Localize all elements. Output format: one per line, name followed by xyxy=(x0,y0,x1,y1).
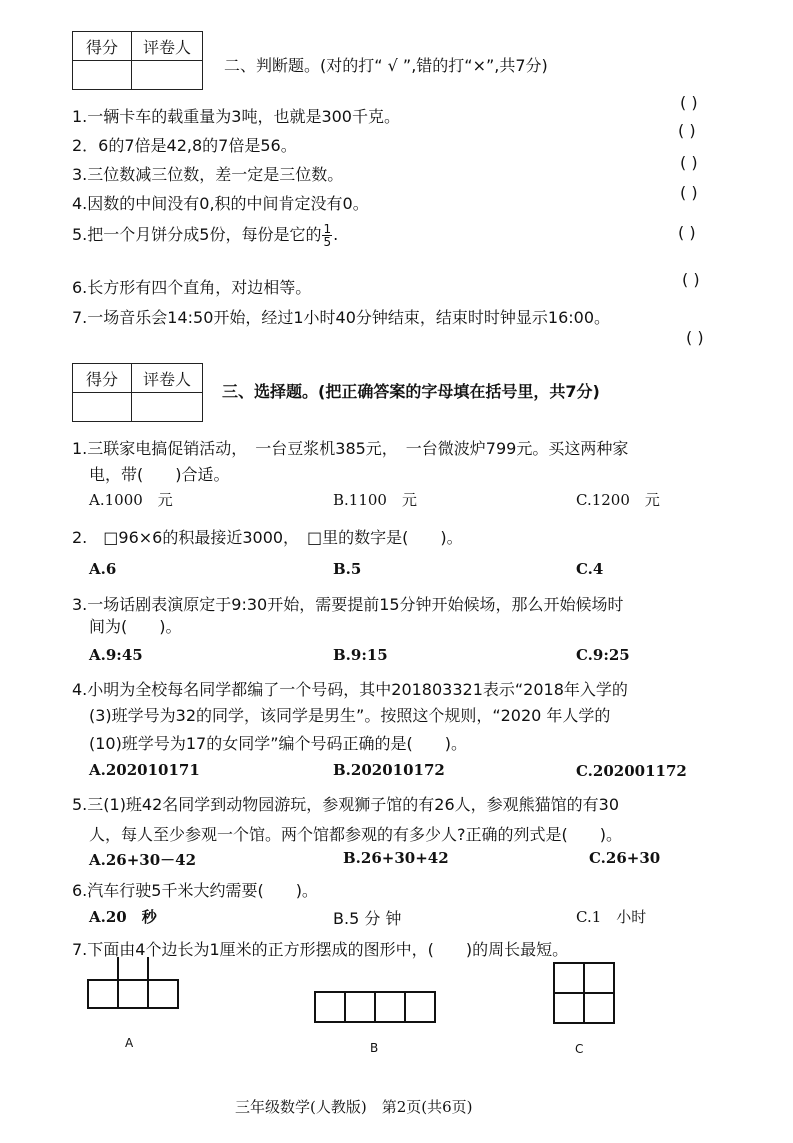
judge-answer-5[interactable]: ( ) xyxy=(678,223,696,242)
grader-label: 评卷人 xyxy=(132,32,203,61)
fraction-denominator: 5 xyxy=(323,235,332,249)
grader-cell[interactable] xyxy=(132,61,203,90)
choice-q2-option-a[interactable]: A.6 xyxy=(89,560,117,578)
page-footer: 三年级数学(人教版) 第2页(共6页) xyxy=(235,1098,473,1116)
choice-q4-option-b[interactable]: B.202010172 xyxy=(333,761,445,779)
choice-q2-option-c[interactable]: C.4 xyxy=(576,560,604,578)
figure-c-label: C xyxy=(575,1042,584,1056)
judge-answer-3[interactable]: ( ) xyxy=(680,153,698,172)
choice-q1-option-a[interactable]: A.1000 元 xyxy=(89,491,173,509)
figure-c-shape[interactable] xyxy=(552,961,616,1025)
choice-q5-option-c[interactable]: C.26+30 xyxy=(589,849,661,867)
figure-b-shape[interactable] xyxy=(313,990,437,1024)
judge-answer-6[interactable]: ( ) xyxy=(682,270,700,289)
choice-q2-option-b[interactable]: B.5 xyxy=(333,560,362,578)
choice-q5-line1: 5.三(1)班42名同学到动物园游玩，参观狮子馆的有26人，参观熊猫馆的有30 xyxy=(72,795,620,814)
judge-answer-2[interactable]: ( ) xyxy=(678,121,696,140)
fraction-numerator: 1 xyxy=(323,222,332,236)
choice-q1-line2: 电，带( )合适。 xyxy=(89,465,230,484)
score-box-section2 xyxy=(72,31,203,90)
choice-q3-line2: 间为( )。 xyxy=(89,617,182,636)
figure-a-shape[interactable] xyxy=(86,955,180,1011)
score-box-section3 xyxy=(72,363,203,422)
choice-q1-option-c[interactable]: C.1200 元 xyxy=(576,491,660,509)
judge-item-5-end: . xyxy=(333,225,339,244)
choice-q5-line2: 人，每人至少参观一个馆。两个馆都参观的有多少人?正确的列式是( )。 xyxy=(89,825,622,844)
choice-q7-line1: 7.下面由4个边长为1厘米的正方形摆成的图形中，( )的周长最短。 xyxy=(72,940,569,959)
choice-q4-option-c[interactable]: C.202001172 xyxy=(576,762,687,780)
figure-a-label: A xyxy=(125,1036,134,1050)
grader-cell[interactable] xyxy=(132,393,203,422)
choice-q4-line2: (3)班学号为32的同学，该同学是男生”。按照这个规则，“2020 年人学的 xyxy=(89,706,611,725)
choice-q6-line1: 6.汽车行驶5千米大约需要( )。 xyxy=(72,881,318,900)
choice-q3-option-a[interactable]: A.9:45 xyxy=(89,646,143,664)
score-cell[interactable] xyxy=(73,393,132,422)
choice-q4-line3: (10)班学号为17的女同学”编个号码正确的是( )。 xyxy=(89,734,467,753)
judge-item-5 xyxy=(72,222,338,248)
choice-q6-option-a[interactable]: A.20 秒 xyxy=(89,908,157,926)
section2-title: 二、判断题。(对的打“ √ ”,错的打“×”,共7分) xyxy=(224,56,548,75)
judge-item-5-text: 5.把一个月饼分成5份，每份是它的 xyxy=(72,225,322,244)
choice-q6-option-c[interactable]: C.1 小时 xyxy=(576,908,647,926)
section3-title: 三、选择题。(把正确答案的字母填在括号里，共7分) xyxy=(222,382,600,401)
choice-q5-option-b[interactable]: B.26+30+42 xyxy=(343,849,449,867)
choice-q3-option-b[interactable]: B.9:15 xyxy=(333,646,388,664)
score-cell[interactable] xyxy=(73,61,132,90)
judge-answer-1[interactable]: ( ) xyxy=(680,93,698,112)
judge-answer-4[interactable]: ( ) xyxy=(680,183,698,202)
score-label: 得分 xyxy=(73,32,132,61)
judge-item-6: 6.长方形有四个直角，对边相等。 xyxy=(72,278,312,297)
choice-q6-option-b[interactable]: B.5 分 钟 xyxy=(333,909,402,928)
choice-q4-line1: 4.小明为全校每名同学都编了一个号码，其中201803321表示“2018年入学的 xyxy=(72,680,628,699)
judge-item-2: 2．6的7倍是42,8的7倍是56。 xyxy=(72,136,297,155)
choice-q4-option-a[interactable]: A.202010171 xyxy=(89,761,200,779)
judge-answer-7[interactable]: ( ) xyxy=(686,328,704,347)
figure-b-label: B xyxy=(370,1041,379,1055)
grader-label: 评卷人 xyxy=(132,364,203,393)
score-label: 得分 xyxy=(73,364,132,393)
fraction-one-fifth xyxy=(322,223,332,248)
choice-q3-option-c[interactable]: C.9:25 xyxy=(576,646,630,664)
judge-item-7: 7.一场音乐会14:50开始，经过1小时40分钟结束，结束时时钟显示16:00。 xyxy=(72,308,611,327)
choice-q3-line1: 3.一场话剧表演原定于9:30开始，需要提前15分钟开始候场，那么开始候场时 xyxy=(72,595,624,614)
judge-item-1: 1.一辆卡车的载重量为3吨，也就是300千克。 xyxy=(72,107,400,126)
choice-q5-option-a[interactable]: A.26+30－42 xyxy=(89,851,197,869)
choice-q1-option-b[interactable]: B.1100 元 xyxy=(333,491,417,509)
judge-item-3: 3.三位数减三位数，差一定是三位数。 xyxy=(72,165,344,184)
choice-q2-line1: 2. □96×6的积最接近3000， □里的数字是( )。 xyxy=(72,528,463,547)
judge-item-4: 4.因数的中间没有0,积的中间肯定没有0。 xyxy=(72,194,369,213)
choice-q1-line1: 1.三联家电搞促销活动， 一台豆浆机385元， 一台微波炉799元。买这两种家 xyxy=(72,439,629,458)
